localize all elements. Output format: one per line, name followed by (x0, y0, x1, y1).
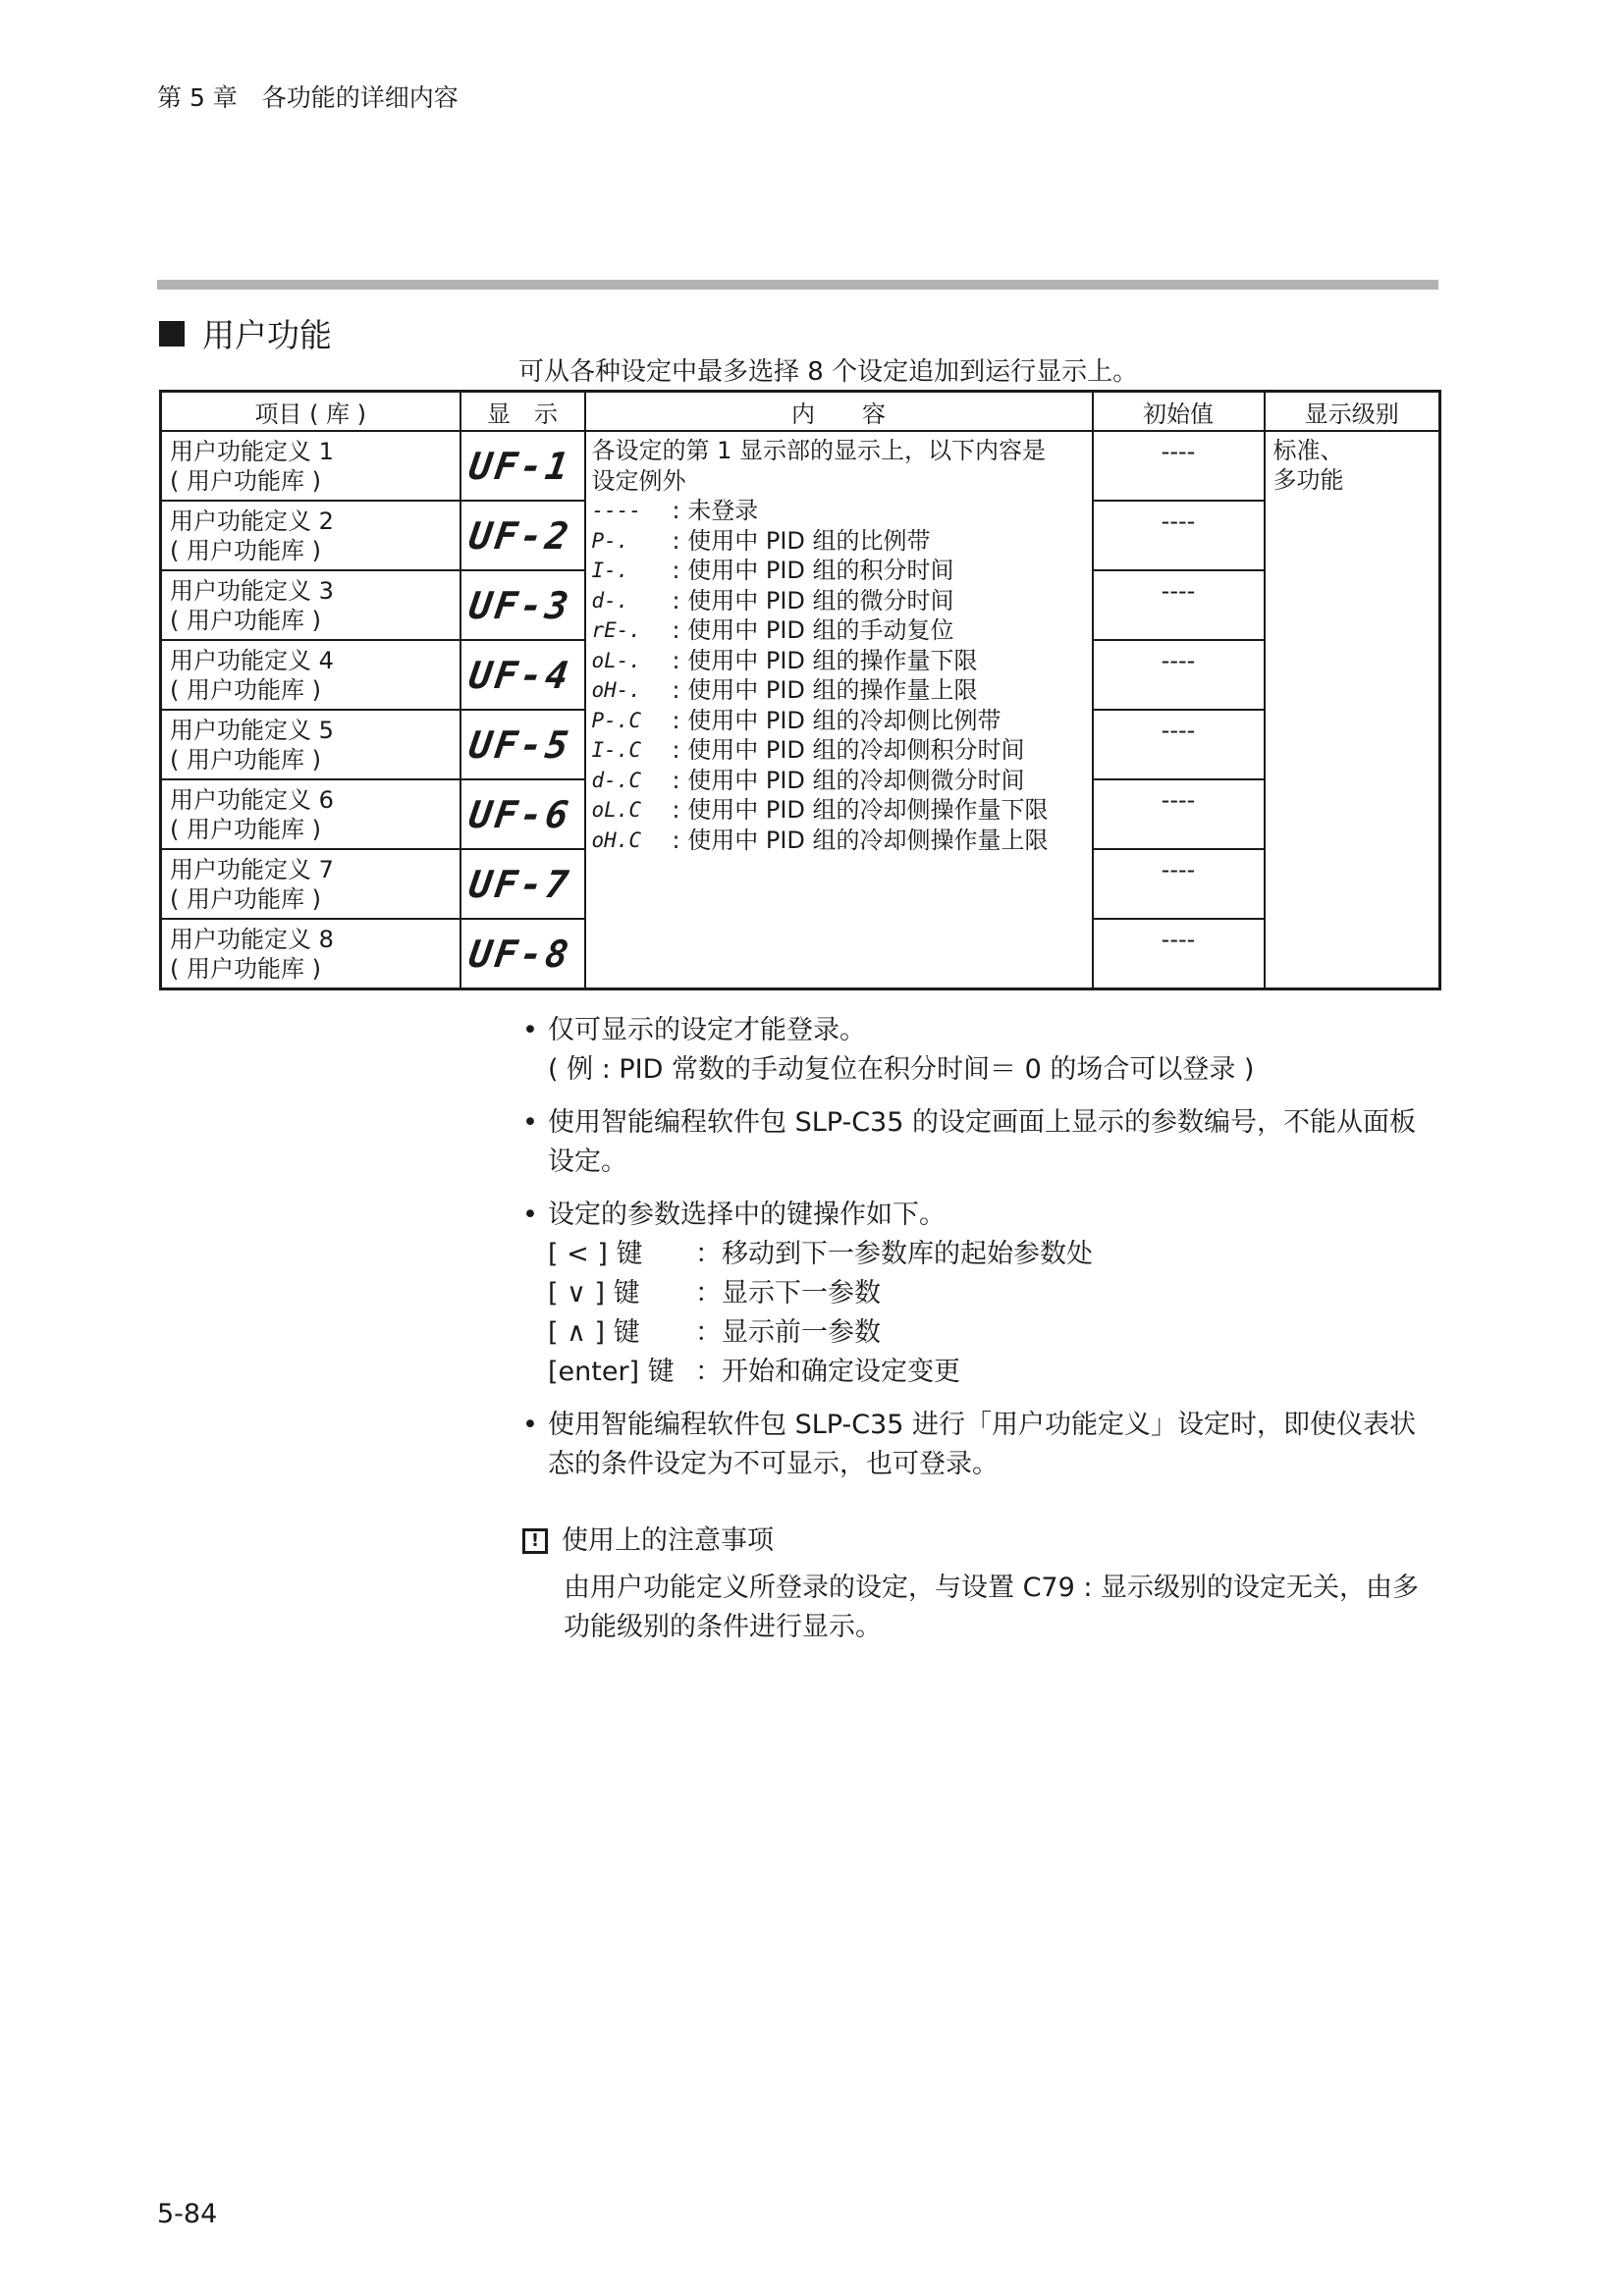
note-text: 使用智能编程软件包 SLP-C35 的设定画面上显示的参数编号，不能从面板设定。 (548, 1107, 1416, 1177)
item-cell (161, 779, 460, 849)
item-bank: ( 用户功能库 ) (170, 466, 321, 495)
item-name: 用户功能定义 5 (170, 716, 334, 744)
table-header-row (161, 392, 1440, 432)
note-text: 使用智能编程软件包 SLP-C35 进行「用户功能定义」设定时，即使仪表状态的条件设定为不可显示，也可登录。 (548, 1410, 1416, 1479)
display-cell (460, 640, 585, 710)
segment-code: rE-. (591, 618, 642, 642)
content-item-text: : 使用中 PID 组的冷却侧操作量下限 (672, 796, 1049, 824)
item-name: 用户功能定义 4 (170, 646, 334, 674)
initial-value: ---- (1093, 570, 1265, 640)
item-bank: ( 用户功能库 ) (170, 606, 321, 634)
content-item (592, 706, 1086, 736)
note-item (522, 1196, 1440, 1392)
content-intro-2: 设定例外 (591, 466, 686, 495)
segment-display: UF-5 (465, 722, 574, 767)
item-bank: ( 用户功能库 ) (170, 536, 321, 564)
bullet-dot: • (522, 1015, 538, 1045)
bullet-dot: • (522, 1410, 538, 1440)
content-item (592, 795, 1086, 826)
item-cell (161, 710, 460, 779)
display-cell (460, 431, 585, 501)
header-display: 显 示 (460, 392, 585, 432)
content-item-text: : 使用中 PID 组的冷却侧操作量上限 (672, 826, 1049, 854)
key-name: [ < ] 键 (548, 1239, 643, 1269)
content-item-text: : 使用中 PID 组的冷却侧微分时间 (672, 766, 1025, 794)
content-item (592, 675, 1086, 706)
key-desc: ：移动到下一参数库的起始参数处 (695, 1239, 1093, 1269)
segment-code: d-. (591, 588, 629, 613)
caution-block (522, 1522, 1440, 1647)
segment-code: oH-. (591, 678, 642, 702)
segment-code: oH.C (591, 828, 642, 852)
item-bank: ( 用户功能库 ) (170, 954, 321, 983)
content-item (592, 586, 1086, 616)
key-desc: ：显示下一参数 (695, 1278, 881, 1308)
content-item-text: : 使用中 PID 组的手动复位 (672, 616, 954, 644)
segment-code: I-. (591, 559, 629, 582)
item-bank: ( 用户功能库 ) (170, 884, 321, 913)
display-cell (460, 919, 585, 989)
content-item (592, 615, 1086, 646)
display-cell (460, 501, 585, 570)
segment-code: ---- (591, 499, 642, 522)
content-cell (585, 431, 1093, 989)
page-number: 5-84 (157, 2199, 218, 2229)
item-name: 用户功能定义 1 (170, 437, 334, 465)
segment-display: UF-7 (465, 862, 574, 906)
key-desc: ：开始和确定设定变更 (695, 1357, 960, 1387)
display-cell (460, 710, 585, 779)
item-cell (161, 640, 460, 710)
note-item (522, 1011, 1440, 1090)
caution-icon: ! (522, 1528, 548, 1554)
initial-value: ---- (1093, 919, 1265, 989)
segment-display: UF-2 (465, 513, 574, 558)
table-row (161, 431, 1440, 501)
key-desc: ：显示前一参数 (695, 1317, 881, 1348)
user-function-table (159, 390, 1441, 990)
content-item (592, 826, 1086, 856)
note-item (522, 1406, 1440, 1484)
initial-value: ---- (1093, 640, 1265, 710)
content-item-text: : 使用中 PID 组的冷却侧积分时间 (672, 736, 1025, 764)
item-cell (161, 501, 460, 570)
level-cell (1265, 431, 1440, 989)
key-row (548, 1353, 1093, 1392)
section-heading (159, 310, 332, 356)
segment-display: UF-8 (465, 932, 574, 976)
key-name: [enter] 键 (548, 1357, 675, 1387)
segment-code: P-.C (591, 708, 642, 732)
item-name: 用户功能定义 6 (170, 785, 334, 814)
initial-value: ---- (1093, 431, 1265, 501)
section-title: 用户功能 (202, 316, 332, 354)
chapter-header: 第 5 章 各功能的详细内容 (157, 83, 459, 112)
initial-value: ---- (1093, 710, 1265, 779)
segment-display: UF-1 (465, 444, 574, 488)
level-standard: 标准、 (1272, 437, 1344, 464)
header-item: 项目 ( 库 ) (161, 392, 460, 432)
square-bullet-icon (159, 321, 185, 347)
notes-list (522, 1011, 1440, 1498)
item-name: 用户功能定义 3 (170, 576, 334, 605)
display-cell (460, 849, 585, 919)
segment-code: P-. (591, 528, 629, 553)
section-intro: 可从各种设定中最多选择 8 个设定追加到运行显示上。 (518, 357, 1139, 387)
bullet-dot: • (522, 1107, 538, 1138)
content-item-text: : 使用中 PID 组的操作量下限 (672, 646, 978, 674)
note-text: ( 例 : PID 常数的手动复位在积分时间＝ 0 的场合可以登录 ) (548, 1054, 1255, 1085)
initial-value: ---- (1093, 779, 1265, 849)
content-item-text: : 未登录 (672, 497, 759, 524)
item-cell (161, 570, 460, 640)
key-name: [ ∧ ] 键 (548, 1317, 640, 1348)
content-intro-1: 各设定的第 1 显示部的显示上，以下内容是 (591, 437, 1047, 464)
segment-display: UF-3 (465, 583, 574, 627)
caution-body: 由用户功能定义所登录的设定，与设置 C79 : 显示级别的设定无关，由多功能级别的条件进行显示。 (564, 1573, 1420, 1642)
bullet-dot: • (522, 1200, 538, 1230)
item-bank: ( 用户功能库 ) (170, 815, 321, 843)
content-item-text: : 使用中 PID 组的微分时间 (672, 586, 954, 614)
segment-display: UF-6 (465, 792, 574, 836)
header-level: 显示级别 (1265, 392, 1440, 432)
item-cell (161, 919, 460, 989)
segment-code: d-.C (591, 768, 642, 792)
note-text: 设定的参数选择中的键操作如下。 (548, 1200, 946, 1230)
item-name: 用户功能定义 2 (170, 507, 334, 535)
initial-value: ---- (1093, 501, 1265, 570)
content-item (592, 646, 1086, 676)
key-name: [ ∨ ] 键 (548, 1278, 640, 1308)
item-cell (161, 431, 460, 501)
display-cell (460, 779, 585, 849)
note-text: 仅可显示的设定才能登录。 (548, 1015, 866, 1045)
content-item (592, 735, 1086, 766)
caution-heading (522, 1522, 1440, 1561)
key-row (548, 1235, 1093, 1274)
content-item-text: : 使用中 PID 组的比例带 (672, 526, 931, 555)
note-item (522, 1103, 1440, 1182)
item-name: 用户功能定义 8 (170, 925, 334, 953)
content-item-text: : 使用中 PID 组的冷却侧比例带 (672, 706, 1001, 734)
segment-display: UF-4 (465, 653, 574, 697)
header-initial: 初始值 (1093, 392, 1265, 432)
content-item (592, 526, 1086, 557)
caution-title: 使用上的注意事项 (562, 1525, 774, 1556)
initial-value: ---- (1093, 849, 1265, 919)
segment-code: I-.C (591, 738, 642, 762)
item-bank: ( 用户功能库 ) (170, 745, 321, 774)
item-bank: ( 用户功能库 ) (170, 675, 321, 704)
key-row (548, 1313, 1093, 1353)
content-item-text: : 使用中 PID 组的操作量上限 (672, 676, 978, 704)
display-cell (460, 570, 585, 640)
content-item (592, 496, 1086, 526)
item-name: 用户功能定义 7 (170, 855, 334, 883)
key-row (548, 1274, 1093, 1313)
level-multifunction: 多功能 (1272, 466, 1344, 494)
content-item (592, 766, 1086, 796)
header-content: 内 容 (585, 392, 1093, 432)
item-cell (161, 849, 460, 919)
section-divider (157, 280, 1438, 290)
content-item-text: : 使用中 PID 组的积分时间 (672, 557, 954, 584)
segment-code: oL.C (591, 798, 642, 822)
content-item (592, 556, 1086, 586)
segment-code: oL-. (591, 648, 642, 672)
